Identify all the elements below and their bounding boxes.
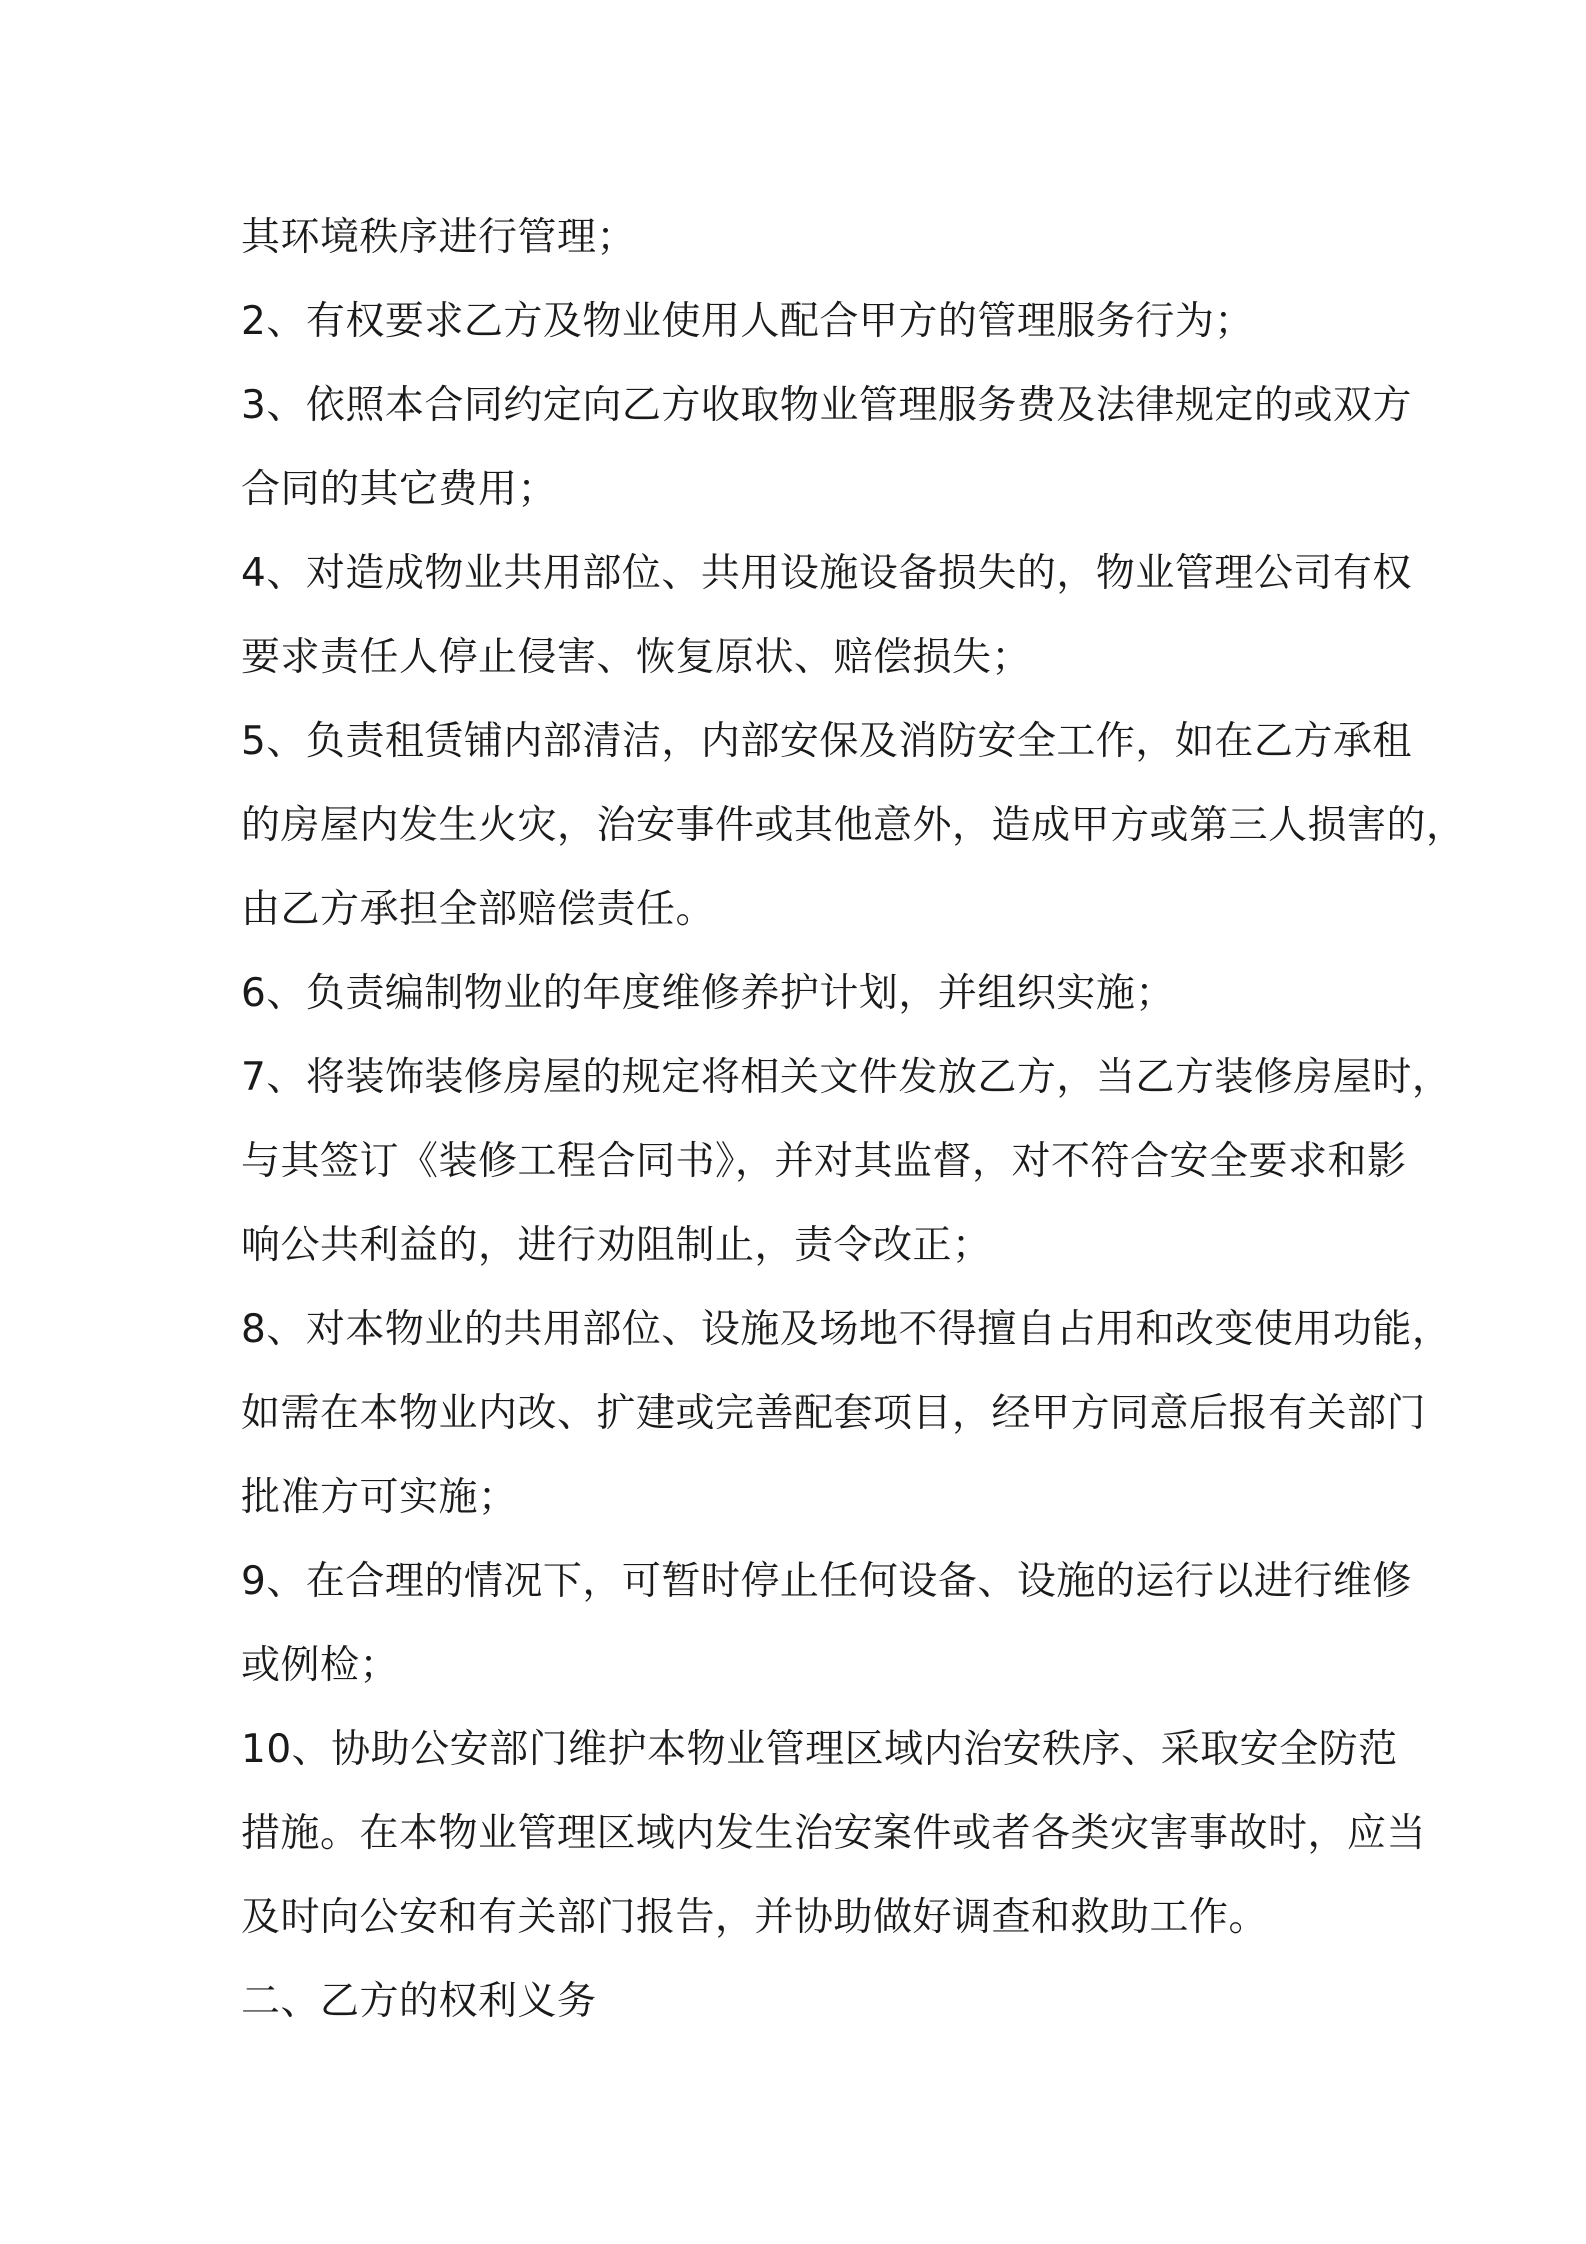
text-line: 5、负责租赁铺内部清洁，内部安保及消防安全工作，如在乙方承租 [241,719,1412,764]
text-line: 由乙方承担全部赔偿责任。 [241,887,716,932]
text-line: 响公共利益的，进行劝阻制止，责令改正； [241,1223,992,1268]
text-line: 如需在本物业内改、扩建或完善配套项目，经甲方同意后报有关部门 [241,1391,1427,1436]
text-line: 或例检； [241,1643,400,1688]
text-line: 10、协助公安部门维护本物业管理区域内治安秩序、采取安全防范 [241,1727,1398,1772]
text-line: 与其签订《装修工程合同书》，并对其监督，对不符合安全要求和影 [241,1139,1407,1184]
text-line: 及时向公安和有关部门报告，并协助做好调查和救助工作。 [241,1895,1269,1940]
text-line: 其环境秩序进行管理； [241,215,637,260]
text-line: 8、对本物业的共用部位、设施及场地不得擅自占用和改变使用功能， [241,1307,1452,1352]
text-line: 4、对造成物业共用部位、共用设施设备损失的，物业管理公司有权 [241,551,1412,596]
text-line: 3、依照本合同约定向乙方收取物业管理服务费及法律规定的或双方 [241,383,1412,428]
text-line: 9、在合理的情况下，可暂时停止任何设备、设施的运行以进行维修 [241,1559,1412,1604]
text-line: 7、将装饰装修房屋的规定将相关文件发放乙方，当乙方装修房屋时， [241,1055,1452,1100]
section-heading: 二、乙方的权利义务 [241,1979,597,2024]
text-line: 要求责任人停止侵害、恢复原状、赔偿损失； [241,635,1032,680]
text-line: 措施。在本物业管理区域内发生治安案件或者各类灾害事故时，应当 [241,1811,1427,1856]
text-line: 2、有权要求乙方及物业使用人配合甲方的管理服务行为； [241,299,1254,344]
contract-text [241,196,1466,2044]
text-line: 合同的其它费用； [241,467,558,512]
text-line: 6、负责编制物业的年度维修养护计划，并组织实施； [241,971,1175,1016]
text-line: 批准方可实施； [241,1475,518,1520]
text-line: 的房屋内发生火灾，治安事件或其他意外，造成甲方或第三人损害的， [241,803,1466,848]
